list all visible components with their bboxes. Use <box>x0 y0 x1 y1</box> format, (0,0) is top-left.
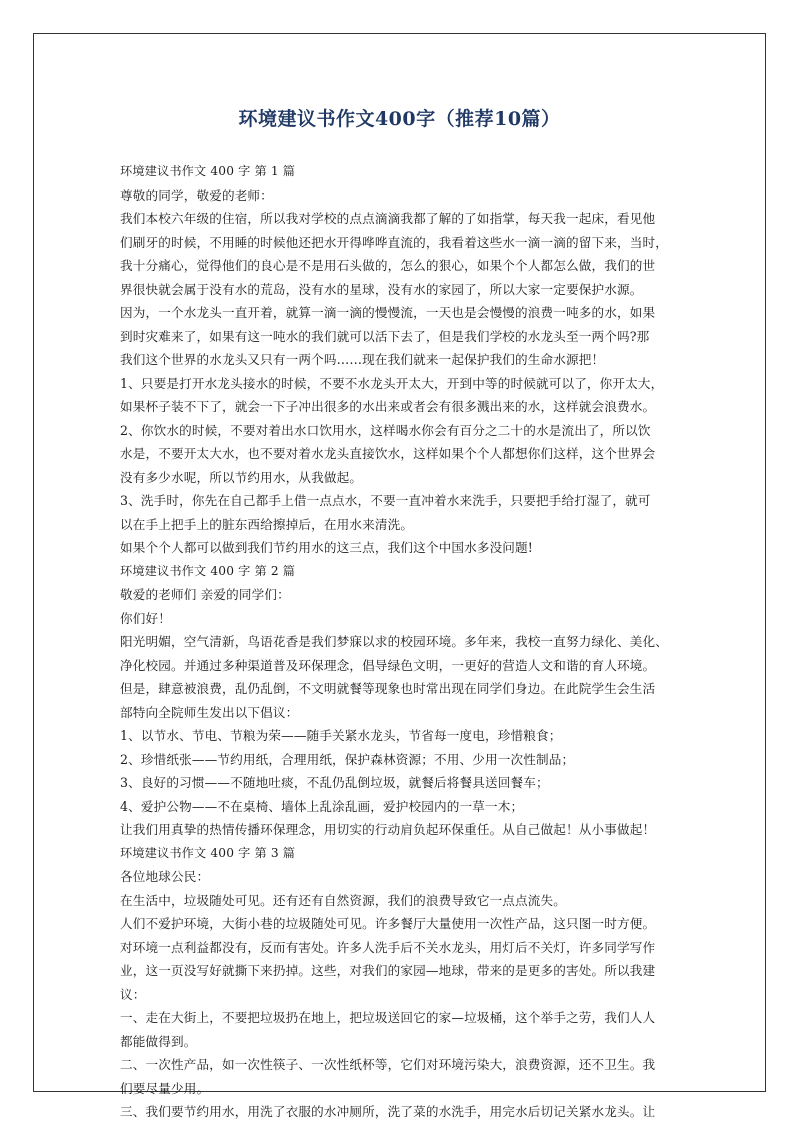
text-line: 4、爱护公物——不在桌椅、墙体上乱涂乱画，爱护校园内的一草一木； <box>120 798 524 814</box>
document-title: 环境建议书作文400字（推荐10篇） <box>238 108 561 130</box>
text-line: 在生活中，垃圾随处可见。还有还有自然资源，我们的浪费导致它一点点流失。 <box>120 892 567 908</box>
text-line: 没有多少水呢，所以节约用水，从我做起。 <box>120 469 363 485</box>
text-line: 水是，不要开太大水，也不要对着水龙头直接饮水，这样如果个个人都想你们这样，这个世界会 <box>120 446 656 461</box>
text-line: 我十分痛心，觉得他们的良心是不是用石头做的，怎么的狠心，如果个个人都怎么做，我们的世 <box>120 258 656 273</box>
text-line: 你们好！ <box>120 610 171 626</box>
text-line: 们刷牙的时候，不用睡的时候他还把水开得哗哗直流的，我看着这些水一滴一滴的留下来，当时， <box>120 234 668 250</box>
text-line: 三、我们要节约用水，用洗了衣服的水冲厕所，洗了菜的水洗手，用完水后切记关紧水龙头。让 <box>120 1104 656 1119</box>
text-line: 2、你饮水的时候，不要对着出水口饮用水，这样喝水你会有百分之二十的水是流出了，所以饮 <box>120 422 651 438</box>
text-line: 以在手上把手上的脏东西给擦掉后，在用水来清洗。 <box>120 516 414 532</box>
text-line: 敬爱的老师们 亲爱的同学们： <box>120 587 290 602</box>
section-heading: 环境建议书作文 400 字 第 2 篇 <box>120 563 296 578</box>
text-line: 议： <box>120 986 146 1002</box>
text-line: 我们本校六年级的住宿，所以我对学校的点点滴滴我都了解的了如指掌，每天我一起床，看见他 <box>120 211 656 226</box>
text-line: 1、只要是打开水龙头接水的时候，不要不水龙头开太大，开到中等的时候就可以了，你开太大， <box>120 375 664 391</box>
text-line: 一、走在大街上，不要把垃圾扔在地上，把垃圾送回它的家—垃圾桶，这个举手之劳，我们人人 <box>120 1010 656 1025</box>
text-line: 各位地球公民： <box>120 869 210 884</box>
text-line: 界很快就会属于没有水的荒岛，没有水的星球，没有水的家园了，所以大家一定要保护水源。 <box>120 281 643 297</box>
text-line: 1、以节水、节电、节粮为荣——随手关紧水龙头，节省每一度电，珍惜粮食； <box>120 728 562 743</box>
text-line: 3、良好的习惯——不随地吐痰，不乱仍乱倒垃圾，就餐后将餐具送回餐车； <box>120 775 549 790</box>
text-line: 2、珍惜纸张——节约用纸，合理用纸，保护森林资源；不用、少用一次性制品； <box>120 751 575 767</box>
text-line: 净化校园。并通过多种渠道普及环保理念，倡导绿色文明，一更好的营造人文和谐的育人环境。 <box>120 657 656 673</box>
text-line: 到时灾难来了，如果有这一吨水的我们就可以活下去了，但是我们学校的水龙头至一两个吗?那 <box>120 328 650 344</box>
text-line: 但是，肆意被浪费，乱仍乱倒，不文明就餐等现象也时常出现在同学们身边。在此院学生会生活 <box>120 681 656 696</box>
text-line: 尊敬的同学，敬爱的老师： <box>120 187 273 203</box>
text-line: 二、一次性产品，如一次性筷子、一次性纸杯等，它们对环境污染大，浪费资源，还不卫生。我 <box>120 1057 656 1072</box>
section-heading: 环境建议书作文 400 字 第 1 篇 <box>120 164 296 178</box>
text-line: 部特向全院师生发出以下倡议： <box>120 704 299 720</box>
text-line: 对环境一点利益都没有，反而有害处。许多人洗手后不关水龙头，用灯后不关灯，许多同学写作 <box>120 939 656 955</box>
text-line: 3、洗手时，你先在自己都手上借一点点水，不要一直冲着水来洗手，只要把手给打湿了，就可 <box>120 493 651 508</box>
text-line: 让我们用真挚的热情传播环保理念，用切实的行动肩负起环保重任。从自己做起！从小事做起！ <box>120 822 656 837</box>
text-line: 我们这个世界的水龙头又只有一两个吗……现在我们就来一起保护我们的生命水源把！ <box>120 352 605 367</box>
text-line: 人们不爱护环境，大街小巷的垃圾随处可见。许多餐厅大量使用一次性产品，这只图一时方便。 <box>120 916 656 931</box>
text-line: 都能做得到。 <box>120 1033 197 1049</box>
text-line: 阳光明媚，空气清新，鸟语花香是我们梦寐以求的校园环境。多年来，我校一直努力绿化、美化、 <box>120 634 668 649</box>
text-line: 业，这一页没写好就撕下来扔掉。这些，对我们的家园—地球，带来的是更多的害处。所以我建 <box>120 963 656 978</box>
text-line: 如果个个人都可以做到我们节约用水的这三点，我们这个中国水多没问题! <box>120 540 534 555</box>
text-line: 因为，一个水龙头一直开着，就算一滴一滴的慢慢流，一天也是会慢慢的浪费一吨多的水，如果 <box>120 305 656 320</box>
text-line: 如果杯子装不下了，就会一下子冲出很多的水出来或者会有很多溅出来的水，这样就会浪费水。 <box>120 399 656 414</box>
document-body <box>120 160 685 1124</box>
text-line: 们要尽量少用。 <box>120 1080 210 1096</box>
section-heading: 环境建议书作文 400 字 第 3 篇 <box>120 845 296 860</box>
